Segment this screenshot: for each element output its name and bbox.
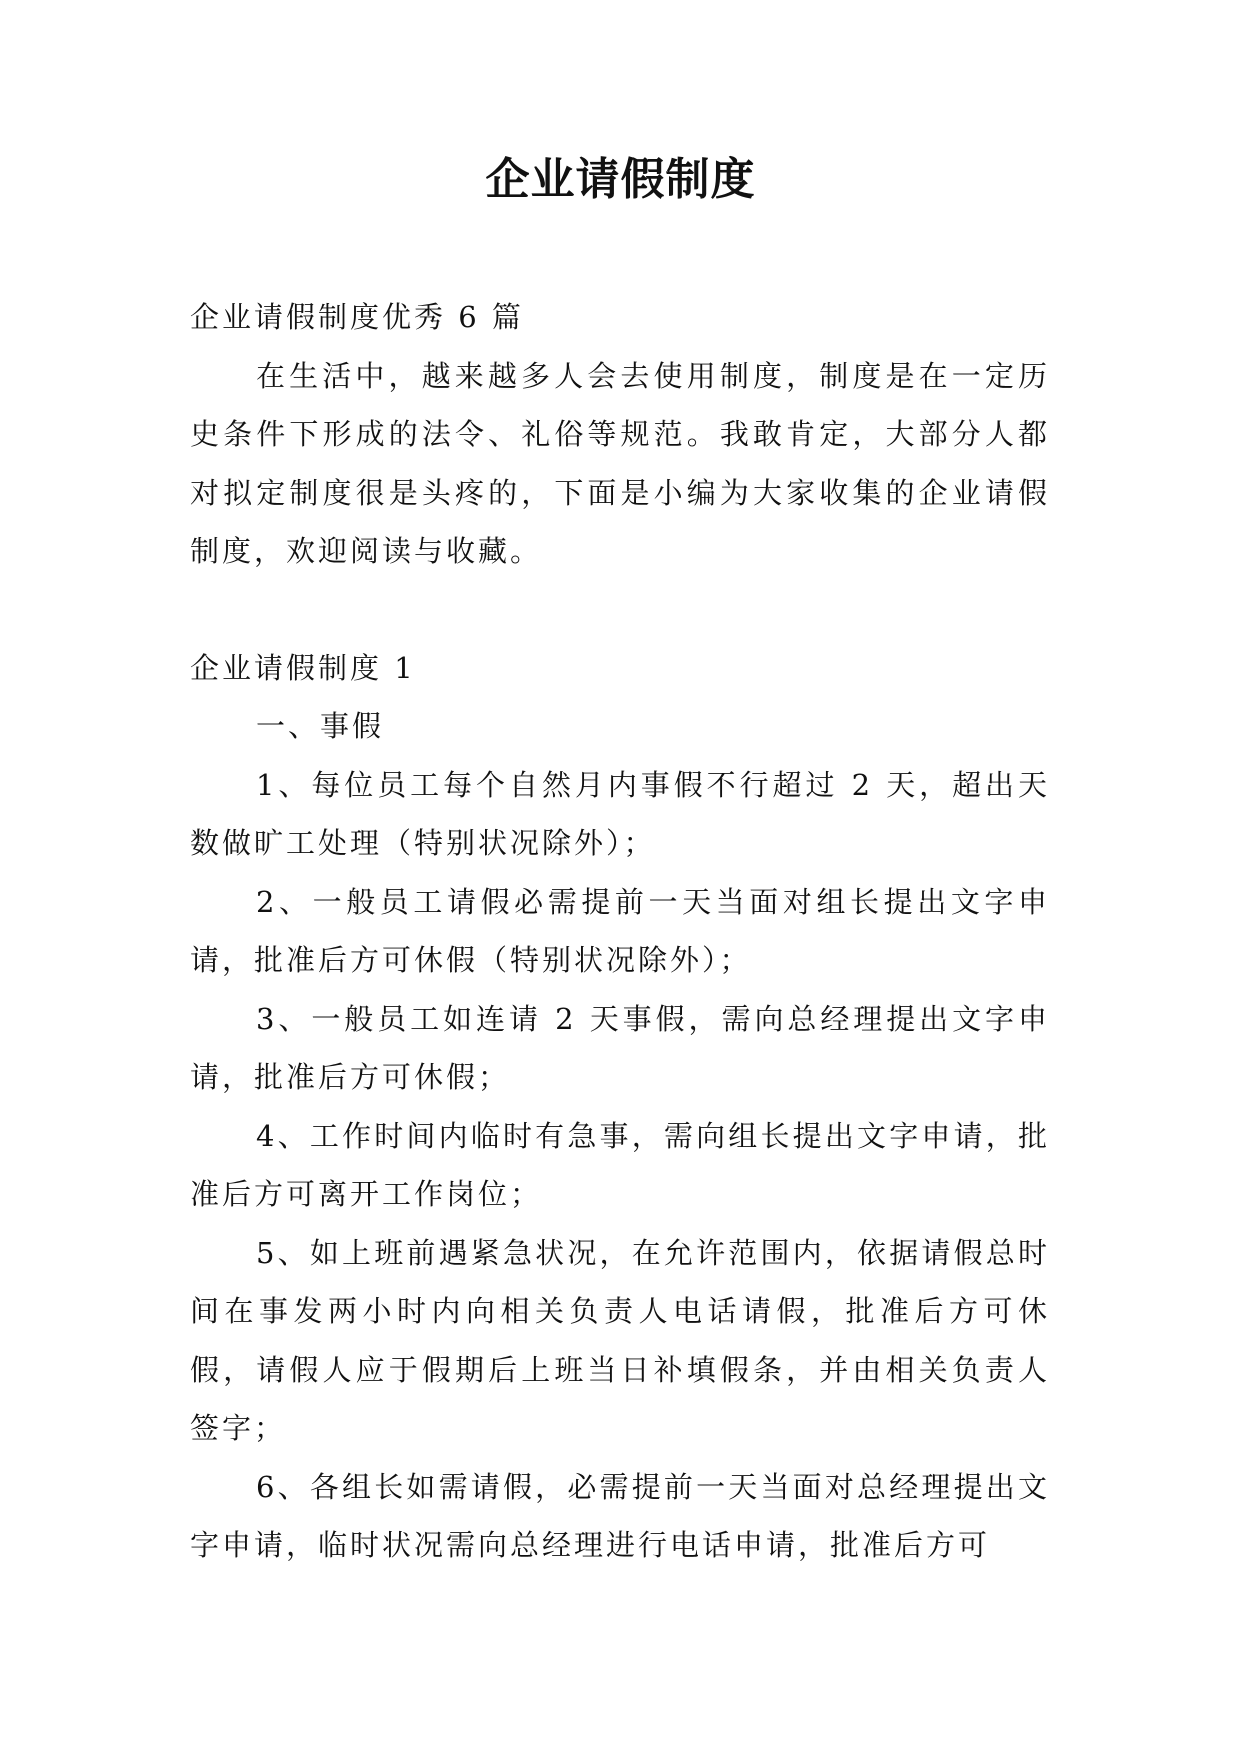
document-title: 企业请假制度: [485, 154, 756, 205]
document-body: [190, 288, 1050, 1575]
document-subtitle: 企业请假制度优秀 6 篇: [190, 300, 524, 334]
section-title: 企业请假制度 1: [190, 650, 416, 685]
section-subheading: 一、事假: [256, 709, 385, 743]
intro-paragraph: 在生活中，越来越多人会去使用制度，制度是在一定历史条件下形成的法令、礼俗等规范。我敢肯定，大部分人都对拟定制度很是头疼的，下面是小编为大家收集的企业请假制度，欢迎阅读与收藏。: [190, 358, 1050, 568]
rule-item-6: 6、各组长如需请假，必需提前一天当面对总经理提出文字申请，临时状况需向总经理进行电话申请，批准后方可: [190, 1469, 1050, 1562]
rule-item-2: 2、一般员工请假必需提前一天当面对组长提出文字申请，批准后方可休假（特别状况除外）；: [190, 884, 1050, 977]
rule-item-3: 3、一般员工如连请 2 天事假，需向总经理提出文字申请，批准后方可休假；: [190, 1001, 1050, 1094]
rule-item-4: 4、工作时间内临时有急事，需向组长提出文字申请，批准后方可离开工作岗位；: [190, 1118, 1050, 1211]
rule-item-5: 5、如上班前遇紧急状况，在允许范围内，依据请假总时间在事发两小时内向相关负责人电话请假，批准后方可休假，请假人应于假期后上班当日补填假条，并由相关负责人签字；: [190, 1235, 1050, 1445]
rule-item-1: 1、每位员工每个自然月内事假不行超过 2 天，超出天数做旷工处理（特别状况除外）；: [190, 767, 1050, 860]
